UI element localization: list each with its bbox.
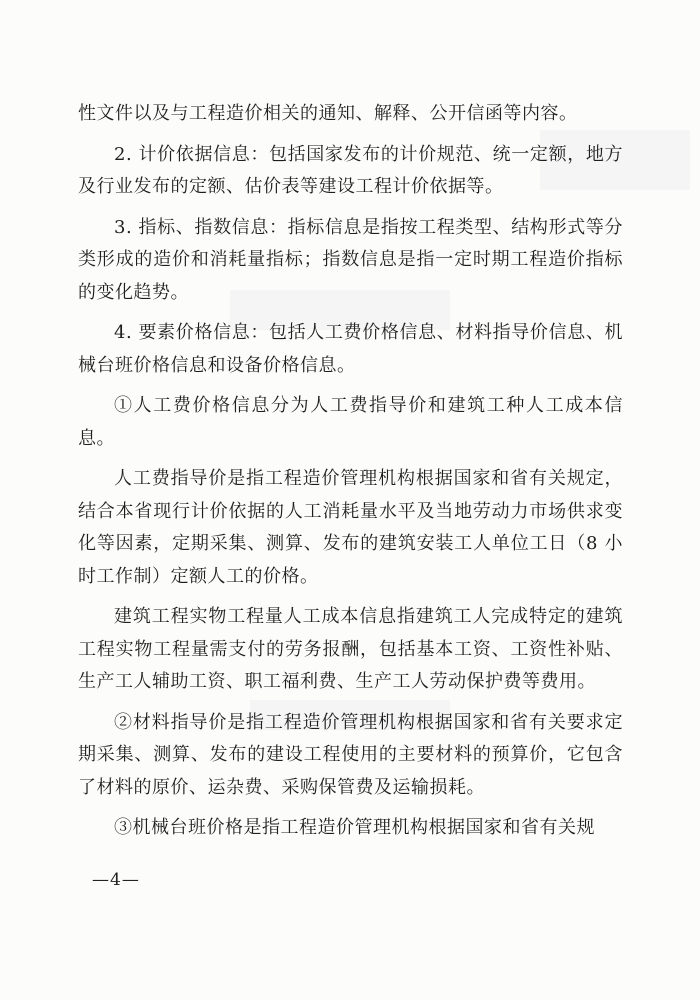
paragraph: 建筑工程实物工程量人工成本信息指建筑工人完成特定的建筑工程实物工程量需支付的劳务报酬，包括基本工资、工资性补贴、生产工人辅助工资、职工福利费、生产工人劳动保护费等费用。 [78,606,623,692]
paragraph: ③机械台班价格是指工程造价管理机构根据国家和省有关规 [114,817,595,838]
page-number: —4— [92,870,140,890]
paragraph: ②材料指导价是指工程造价管理机构根据国家和省有关要求定期采集、测算、发布的建设工程使用的主要材料的预算价，它包含了材料的原价、运杂费、采购保管费及运输损耗。 [78,711,623,798]
body-text [78,98,623,845]
paragraph: 人工费指导价是指工程造价管理机构根据国家和省有关规定，结合本省现行计价依据的人工消耗量水平及当地劳动力市场供求变化等因素，定期采集、测算、发布的建筑安装工人单位工日（8 小时工作制）定额人工的价格。 [78,468,623,587]
paragraph: 4. 要素价格信息：包括人工费价格信息、材料指导价信息、机械台班价格信息和设备价格信息。 [78,322,623,376]
paragraph: ①人工费价格信息分为人工费指导价和建筑工种人工成本信息。 [78,395,623,449]
paragraph: 2. 计价依据信息：包括国家发布的计价规范、统一定额，地方及行业发布的定额、估价表等建设工程计价依据等。 [78,143,623,197]
paragraph: 性文件以及与工程造价相关的通知、解释、公开信函等内容。 [78,103,578,124]
paragraph: 3. 指标、指数信息：指标信息是指按工程类型、结构形式等分类形成的造价和消耗量指标；指数信息是指一定时期工程造价指标的变化趋势。 [78,216,623,303]
